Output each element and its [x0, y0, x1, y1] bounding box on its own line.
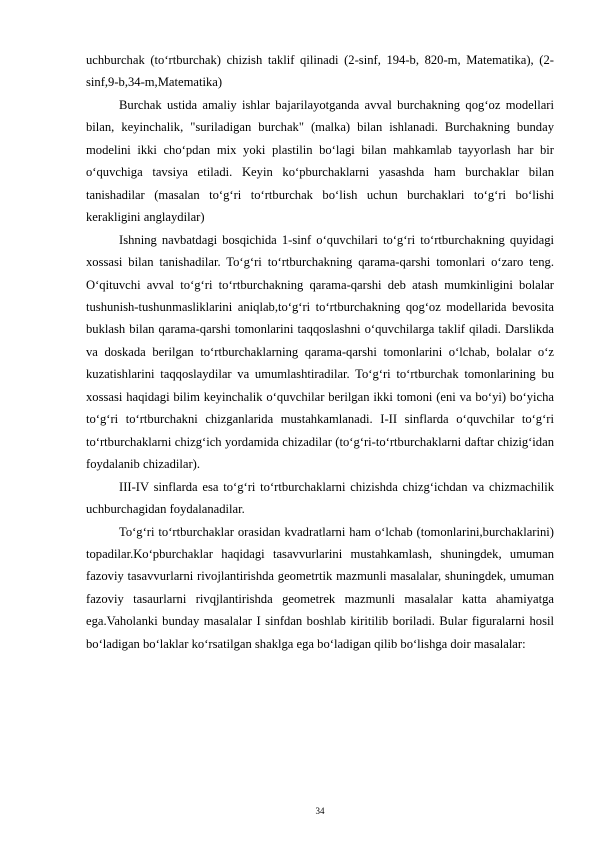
paragraph-grades-3-4: III-IV sinflarda esa to‘g‘ri to‘rtburchaklarni chizishda chizg‘ichdan va chizmachilik uchburchagidan foydalanadilar.: [86, 479, 554, 517]
body-text: [86, 49, 554, 655]
paragraph-angle-models: Burchak ustida amaliy ishlar bajarilayotganda avval burchakning qog‘oz modellari bilan, keyinchalik, "suriladigan burchak" (malka) bilan ishlanadi. Burchakning bunday modelini ikki cho‘pdan mix yoki plastilin bo‘lagi bilan mahkamlab tayyorlash har bir o‘quvchiga tavsiya etiladi. Keyin ko‘pburchaklarni yasashda ham burchaklar bilan tanishadilar (masalan to‘g‘ri to‘rtburchak bo‘lish uchun burchaklari to‘g‘ri bo‘lishi kerakligini anglaydilar): [86, 97, 554, 225]
paragraph-squares: To‘g‘ri to‘rtburchaklar orasidan kvadratlarni ham o‘lchab (tomonlarini,burchaklarini) topadilar.Ko‘pburchaklar haqidagi tasavvurlarini mustahkamlash, shuningdek, umuman fazoviy tasavvurlarni rivojlantirishda geometrtik mazmunli masalalar, shuningdek, umuman fazoviy tasaurlarni rivqjlantirishda geometrek mazmunli masalalar katta ahamiyatga ega.Vaholanki bunday masalalar I sinfdan boshlab kiritilib boriladi. Bular figuralarni hosil bo‘ladigan bo‘laklar ko‘rsatilgan shaklga ega bo‘ladigan qilib bo‘lishga doir masalalar:: [86, 524, 554, 651]
paragraph-rectangle-property: Ishning navbatdagi bosqichida 1-sinf o‘quvchilari to‘g‘ri to‘rtburchakning quyidagi xossasi bilan tanishadilar. To‘g‘ri to‘rtburchakning qarama-qarshi tomonlari o‘zaro teng. O‘qituvchi avval to‘g‘ri to‘rtburchakning qarama-qarshi deb atash mumkinligini bolalar tushunish-tushunmasliklarini aniqlab,to‘g‘ri to‘rtburchakning qog‘oz modellarida bevosita buklash bilan qarama-qarshi tomonlarini taqqoslashni o‘quvchilarga taklif qiladi. Darslikda va doskada berilgan to‘rtburchaklarning qarama-qarshi tomonlarini o‘lchab, bolalar o‘z kuzatishlarini taqqoslaydilar va umumlashtiradilar. To‘g‘ri to‘rtburchak tomonlarining bu xossasi haqidagi bilim keyinchalik o‘quvchilar berilgan ikki tomoni (eni va bo‘yi) bo‘yicha to‘g‘ri to‘rtburchakni chizganlarida mustahkamlanadi. I-II sinflarda o‘quvchilar to‘g‘ri to‘rtburchaklarni chizg‘ich yordamida chizadilar (to‘g‘ri-to‘rtburchaklarni daftar chizig‘idan foydalanib chizadilar).: [86, 232, 554, 472]
paragraph-continuation: uchburchak (to‘rtburchak) chizish taklif qilinadi (2-sinf, 194-b, 820-m, Matematika), (2-sinf,9-b,34-m,Matematika): [86, 53, 554, 90]
page-number: 34: [315, 806, 325, 816]
